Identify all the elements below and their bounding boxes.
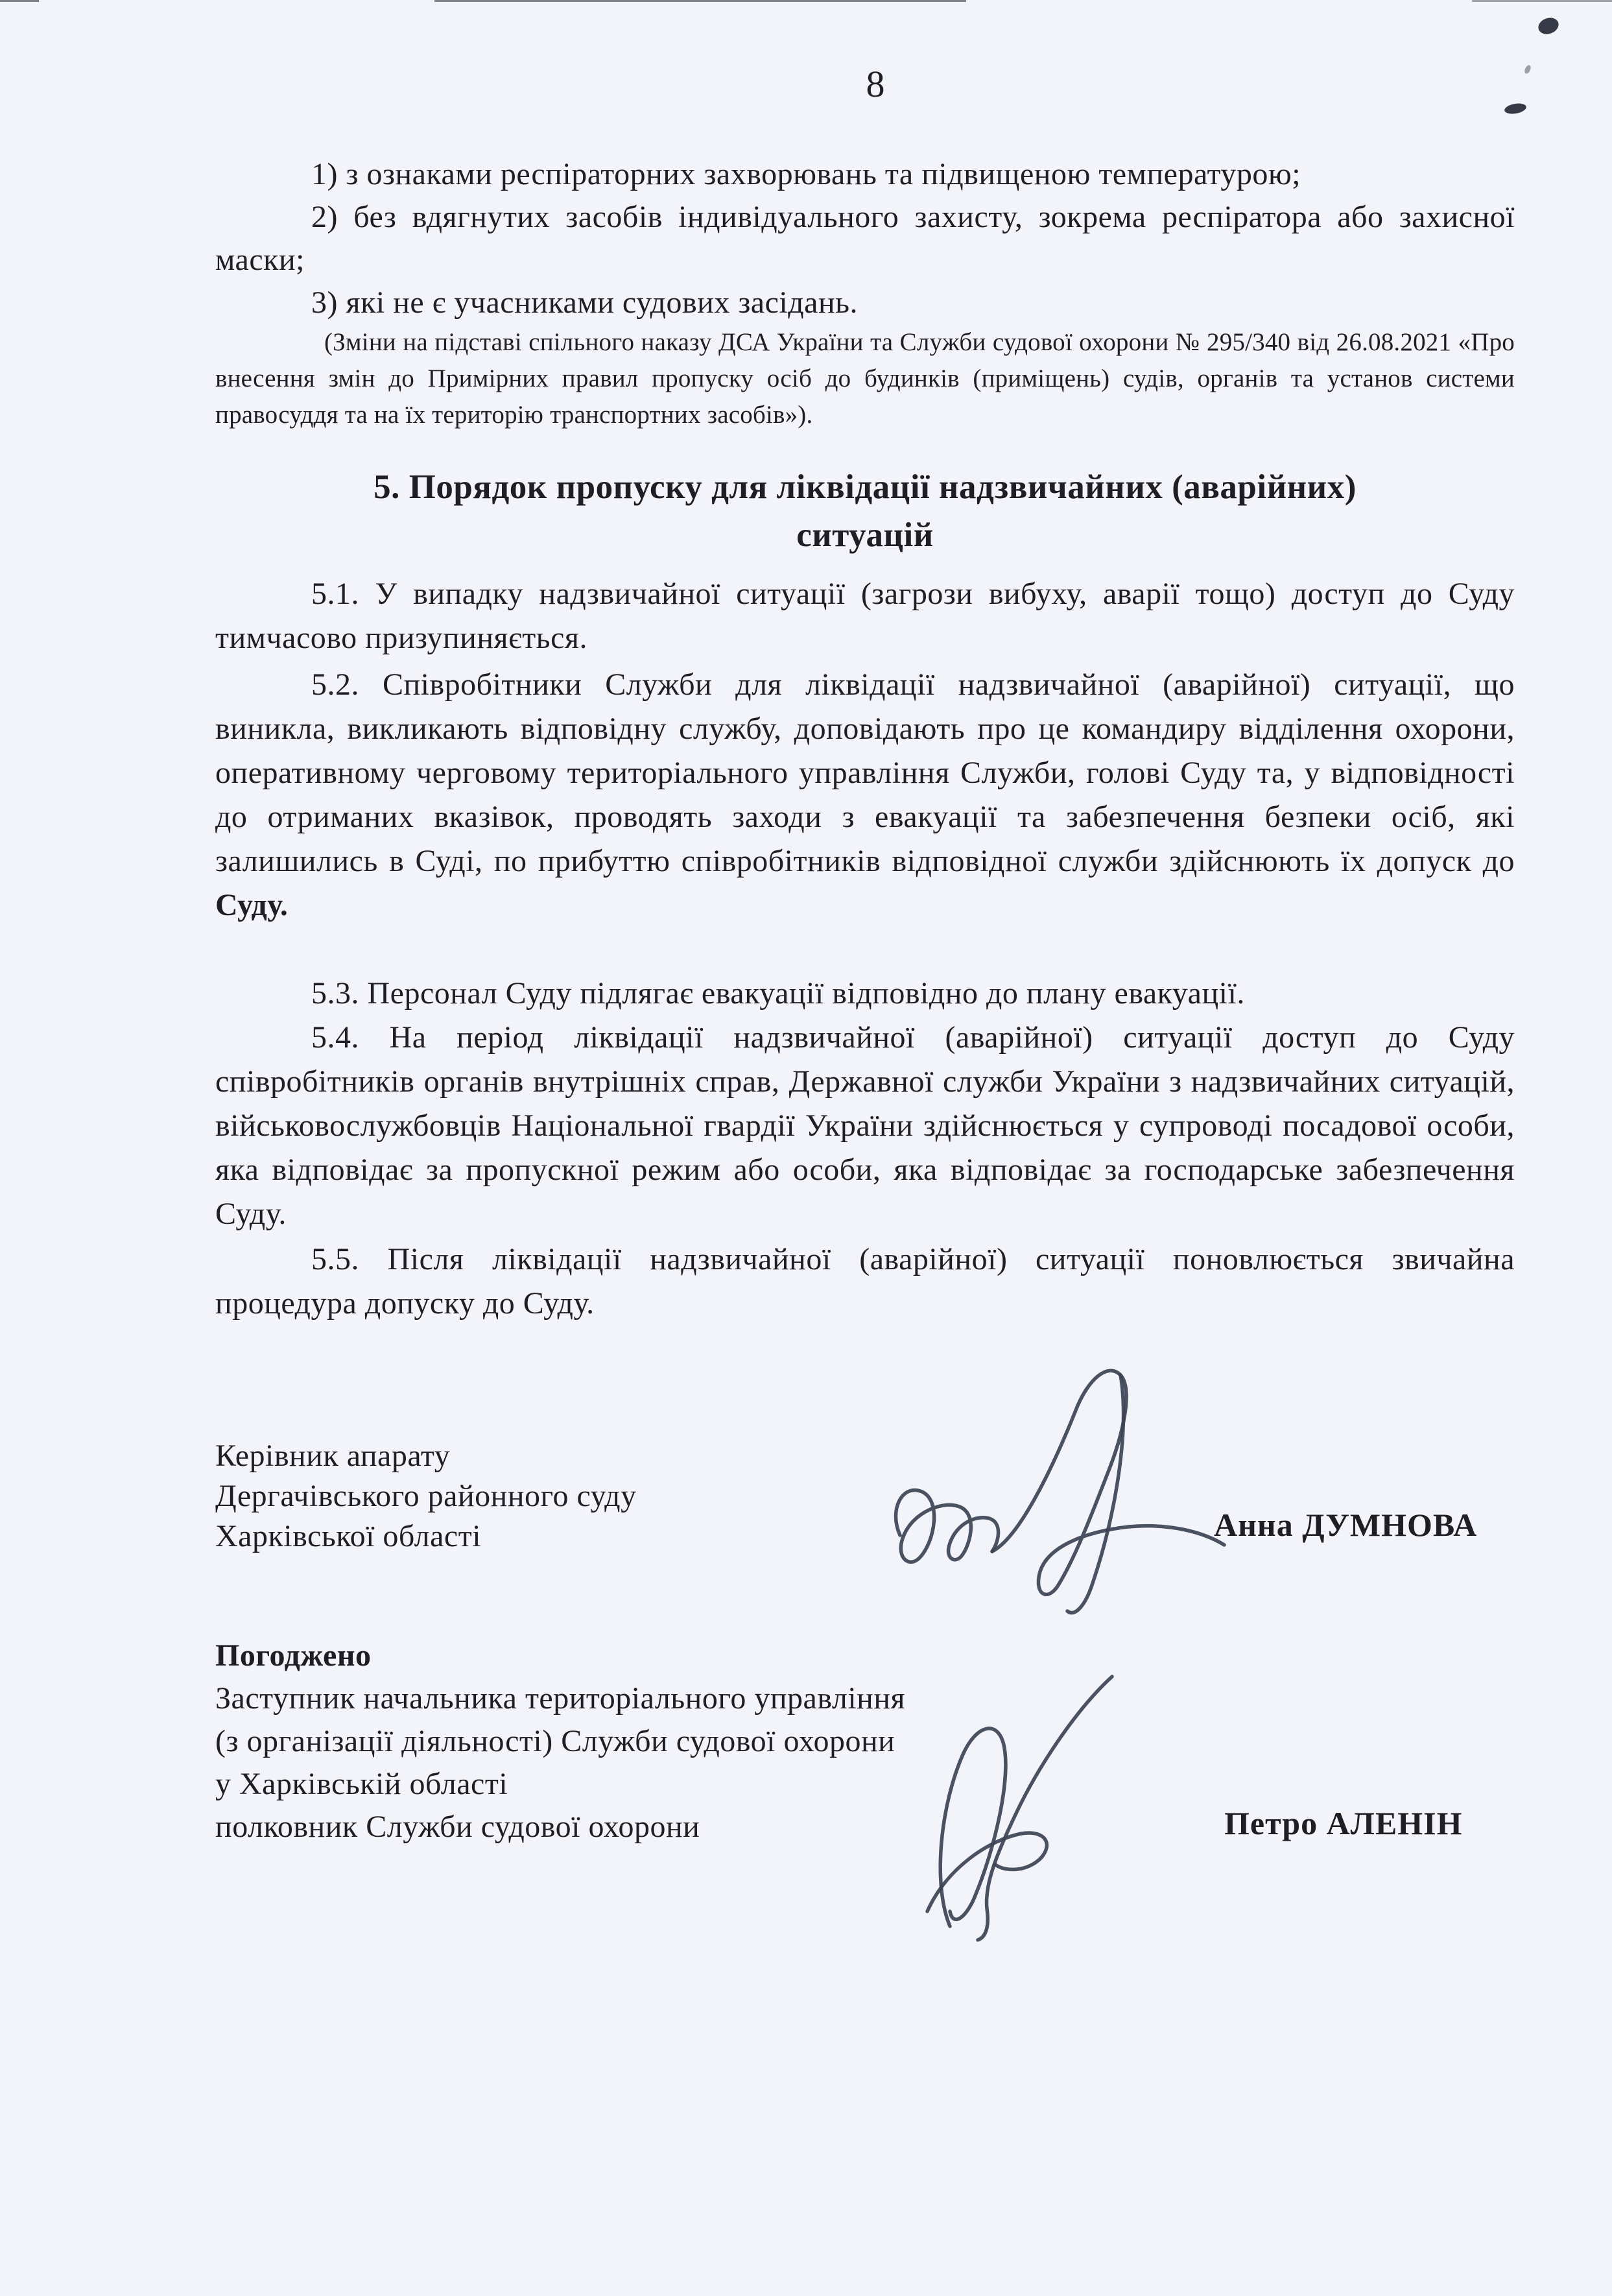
paragraph-bold-tail: Суду. bbox=[215, 888, 289, 922]
role-line: Дергачівського районного суду bbox=[215, 1479, 637, 1513]
list-item: 3) які не є учасниками судових засідань. bbox=[311, 285, 859, 320]
paragraph-5-4: 5.4. На період ліквідації надзвичайної (аварійної) ситуації доступ до Суду співробітників органів внутрішніх справ, Державної служби України з надзвичайних ситуацій, військовослужбовців Національної гвардії України здійснюється у супроводі посадової особи, яка відповідає за пропускної режим або особи, яка відповідає за господарське забезпечення Суду. bbox=[215, 1020, 1515, 1231]
role-line: (з організації діяльності) Служби судової охорони bbox=[215, 1724, 895, 1758]
role-line: полковник Служби судової охорони bbox=[215, 1810, 700, 1844]
ink-speck bbox=[1504, 102, 1527, 115]
ink-speck bbox=[1536, 15, 1561, 36]
scan-edge-smudge bbox=[1472, 0, 1612, 2]
list-item: 2) без вдягнутих засобів індивідуального захисту, зокрема респіратора або захисної маски; bbox=[215, 200, 1515, 277]
restrictions-list bbox=[215, 153, 1515, 324]
scan-edge-smudge bbox=[434, 0, 966, 2]
paragraph-5-1: 5.1. У випадку надзвичайної ситуації (загрози вибуху, аварії тощо) доступ до Суду тимчасово призупиняється. bbox=[215, 577, 1515, 655]
ink-speck bbox=[1523, 64, 1532, 75]
signatory-name: Анна ДУМНОВА bbox=[1214, 1507, 1478, 1543]
handwritten-signature-anna bbox=[869, 1344, 1245, 1629]
amendment-note: (Зміни на підставі спільного наказу ДСА України та Служби судової охорони № 295/340 від 26.08.2021 «Про внесення змін до Примірних правил пропуску осіб до будинків (приміщень) судів, органів та установ системи правосуддя та на їх територію транспортних засобів»). bbox=[215, 328, 1515, 429]
role-line: Заступник начальника територіального управління bbox=[215, 1681, 906, 1716]
page-number: 8 bbox=[866, 63, 885, 105]
section-heading bbox=[215, 463, 1515, 559]
approval-label: Погоджено bbox=[215, 1638, 372, 1673]
role-line: Харківської області bbox=[215, 1519, 482, 1553]
handwritten-signature-petro bbox=[824, 1670, 1161, 1943]
signatory-name: Петро АЛЕНІН bbox=[1224, 1805, 1463, 1841]
section-heading-line: 5. Порядок пропуску для ліквідації надзвичайних (аварійних) bbox=[373, 468, 1357, 506]
scan-edge-smudge bbox=[0, 0, 39, 2]
section-heading-line: ситуацій bbox=[796, 516, 934, 554]
paragraph-5-5: 5.5. Після ліквідації надзвичайної (аварійної) ситуації поновлюється звичайна процедура допуску до Суду. bbox=[215, 1242, 1515, 1321]
paragraph-5-2 bbox=[215, 663, 1515, 927]
paragraph-5-3: 5.3. Персонал Суду підлягає евакуації відповідно до плану евакуації. bbox=[311, 976, 1245, 1010]
role-line: у Харківській області bbox=[215, 1767, 508, 1801]
list-item: 1) з ознаками респіраторних захворювань та підвищеною температурою; bbox=[311, 157, 1301, 191]
role-line: Керівник апарату bbox=[215, 1439, 451, 1473]
paragraph-text: 5.2. Співробітники Служби для ліквідації надзвичайної (аварійної) ситуації, що виникла, викликають відповідну службу, доповідають про це командиру відділення охорони, оперативному черговому територіального управління Служби, голові Суду та, у відповідності до отриманих вказівок, проводять заходи з евакуації та забезпечення безпеки осіб, які залишились в Суді, по прибуттю співробітників відповідної служби здійснюють їх допуск до bbox=[215, 667, 1515, 878]
